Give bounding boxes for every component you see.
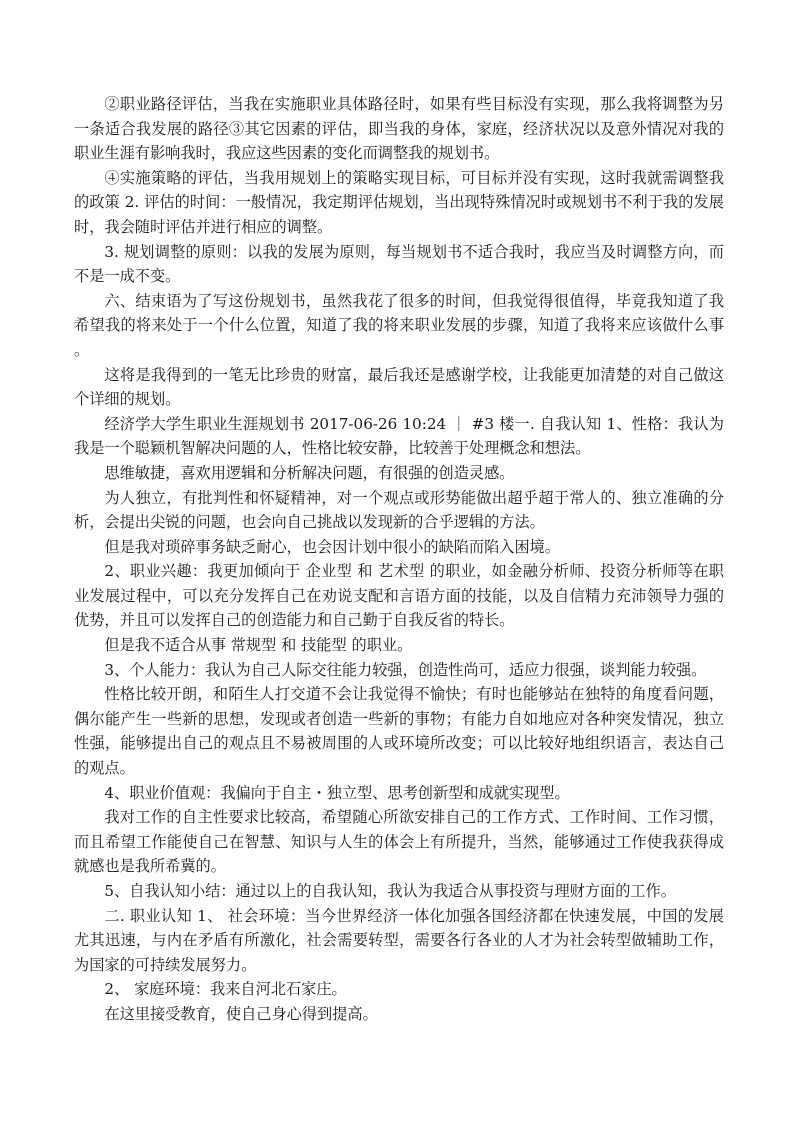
- paragraph: 5、自我认知小结：通过以上的自我认知，我认为我适合从事投资与理财方面的工作。: [104, 882, 676, 900]
- paragraph: 我对工作的自主性要求比较高，希望随心所欲安排自己的工作方式、工作时间、工作习惯，而且希望工作能使自己在智慧、知识与人生的体会上有所提升，当然，能够通过工作使我获得成就感也是我所希冀的。: [74, 808, 724, 876]
- paragraph: 为人独立，有批判性和怀疑精神，对一个观点或形势能做出超乎超于常人的、独立准确的分析，会提出尖锐的问题，也会向自己挑战以发现新的合乎逻辑的方法。: [74, 488, 724, 532]
- paragraph: 3. 规划调整的原则：以我的发展为原则，每当规划书不适合我时，我应当及时调整方向，而不是一成不变。: [74, 242, 724, 286]
- paragraph: 2、职业兴趣：我更加倾向于 企业型 和 艺术型 的职业，如金融分析师、投资分析师等在职业发展过程中，可以充分发挥自己在劝说支配和言语方面的技能，以及自信精力充沛领导力强的优势，并且可以发挥自己的创造能力和自己勤于自我反省的特长。: [74, 562, 724, 630]
- paragraph: 二. 职业认知 1、 社会环境：当今世界经济一体化加强各国经济都在快速发展，中国的发展尤其迅速，与内在矛盾有所激化，社会需要转型，需要各行各业的人才为社会转型做辅助工作，为国家的可持续发展努力。: [74, 906, 724, 974]
- paragraph: 但是我对琐碎事务缺乏耐心，也会因计划中很小的缺陷而陷入困境。: [104, 537, 561, 556]
- paragraph: 在这里接受教育，使自己身心得到提高。: [104, 1004, 378, 1023]
- paragraph: 性格比较开朗，和陌生人打交道不会让我觉得不愉快；有时也能够站在独特的角度看问题，偶尔能产生一些新的思想，发现或者创造一些新的事物；有能力自如地应对各种突发情况，独立性强，能够提出自己的观点且不易被周围的人或环境所改变；可以比较好地组织语言，表达自己的观点。: [74, 685, 724, 778]
- paragraph: 3、个人能力：我认为自己人际交往能力较强，创造性尚可，适应力很强，谈判能力较强。: [104, 660, 707, 679]
- paragraph: ②职业路径评估，当我在实施职业具体路径时，如果有些目标没有实现，那么我将调整为另一条适合我发展的路径③其它因素的评估，即当我的身体，家庭，经济状况以及意外情况对我的职业生涯有影响我时，我应这些因素的变化而调整我的规划书。: [74, 95, 724, 163]
- paragraph: 但是我不适合从事 常规型 和 技能型 的职业。: [104, 636, 413, 655]
- paragraph: 2、 家庭环境：我来自河北石家庄。: [104, 980, 347, 999]
- paragraph: ④实施策略的评估，当我用规划上的策略实现目标，可目标并没有实现，这时我就需调整我的政策 2. 评估的时间：一般情况，我定期评估规划，当出现特殊情况时或规划书不利于我的发展时，我会随时评估并进行相应的调整。: [74, 168, 724, 236]
- paragraph: 4、职业价值观：我偏向于自主・独立型、思考创新型和成就实现型。: [104, 783, 570, 802]
- body-text: [74, 92, 724, 1027]
- paragraph: 六、结束语为了写这份规划书，虽然我花了很多的时间，但我觉得很值得，毕竟我知道了我希望我的将来处于一个什么位置，知道了我的将来职业发展的步骤，知道了我将来应该做什么事。: [74, 291, 724, 359]
- paragraph: 经济学大学生职业生涯规划书 2017-06-26 10:24 ｜ #3 楼一. 自我认知 1、性格：我认为我是一个聪颖机智解决问题的人，性格比较安静，比较善于处理概念和想法。: [74, 414, 724, 458]
- paragraph: 这将是我得到的一笔无比珍贵的财富，最后我还是感谢学校，让我能更加清楚的对自己做这个详细的规划。: [74, 365, 724, 409]
- paragraph: 思维敏捷，喜欢用逻辑和分析解决问题，有很强的创造灵感。: [104, 463, 515, 482]
